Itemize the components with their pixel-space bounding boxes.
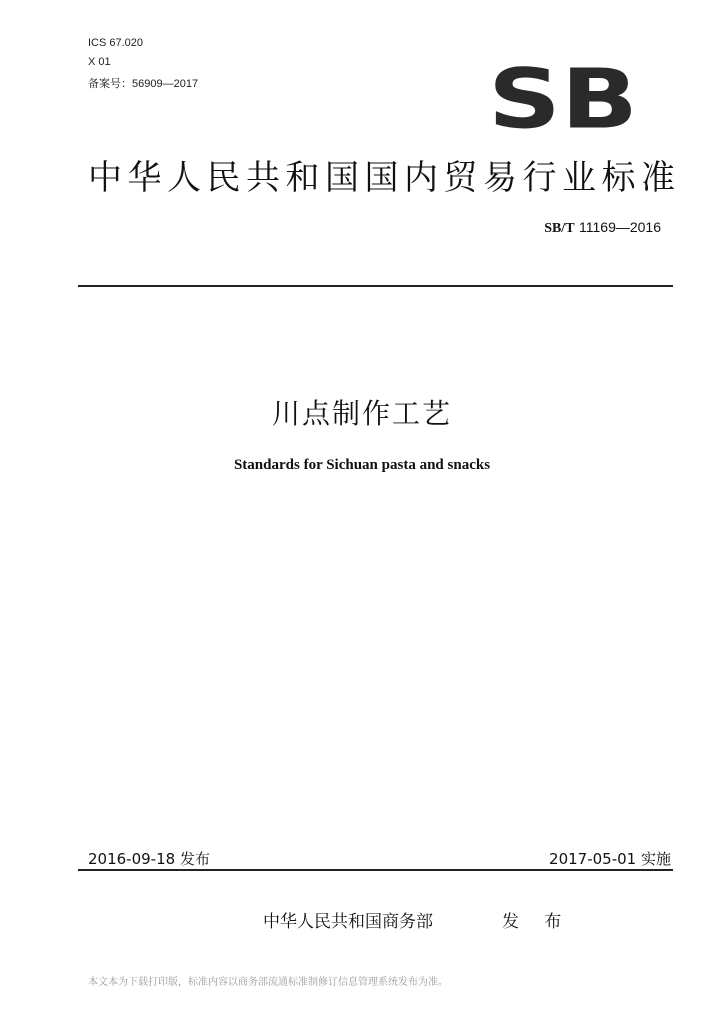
document-title-cn: 川点制作工艺 — [271, 397, 452, 430]
sb-logo — [486, 56, 640, 130]
standard-number-value: 11169—2016 — [579, 219, 661, 235]
ccs-code: X 01 — [88, 56, 111, 68]
issuer-action: 发 布 — [502, 912, 572, 932]
issuer-name: 中华人民共和国商务部 — [263, 912, 433, 932]
standard-number — [544, 219, 661, 237]
ics-code: ICS 67.020 — [88, 37, 144, 49]
publish-date: 2016-09-18 发布 — [88, 850, 210, 868]
standard-code: SB/T — [544, 221, 575, 236]
implement-date: 2017-05-01 实施 — [549, 850, 671, 868]
sb-logo-text: SB — [488, 56, 638, 130]
footer-divider — [78, 869, 673, 871]
header-divider — [78, 285, 673, 287]
download-disclaimer: 本文本为下载打印版，标准内容以商务部流通标准制修订信息管理系统发布为准。 — [88, 977, 448, 988]
record-number: 备案号：56909—2017 — [88, 78, 199, 90]
standard-category-title: 中华人民共和国国内贸易行业标准 — [88, 158, 681, 198]
document-title-en: Standards for Sichuan pasta and snacks — [233, 457, 491, 473]
